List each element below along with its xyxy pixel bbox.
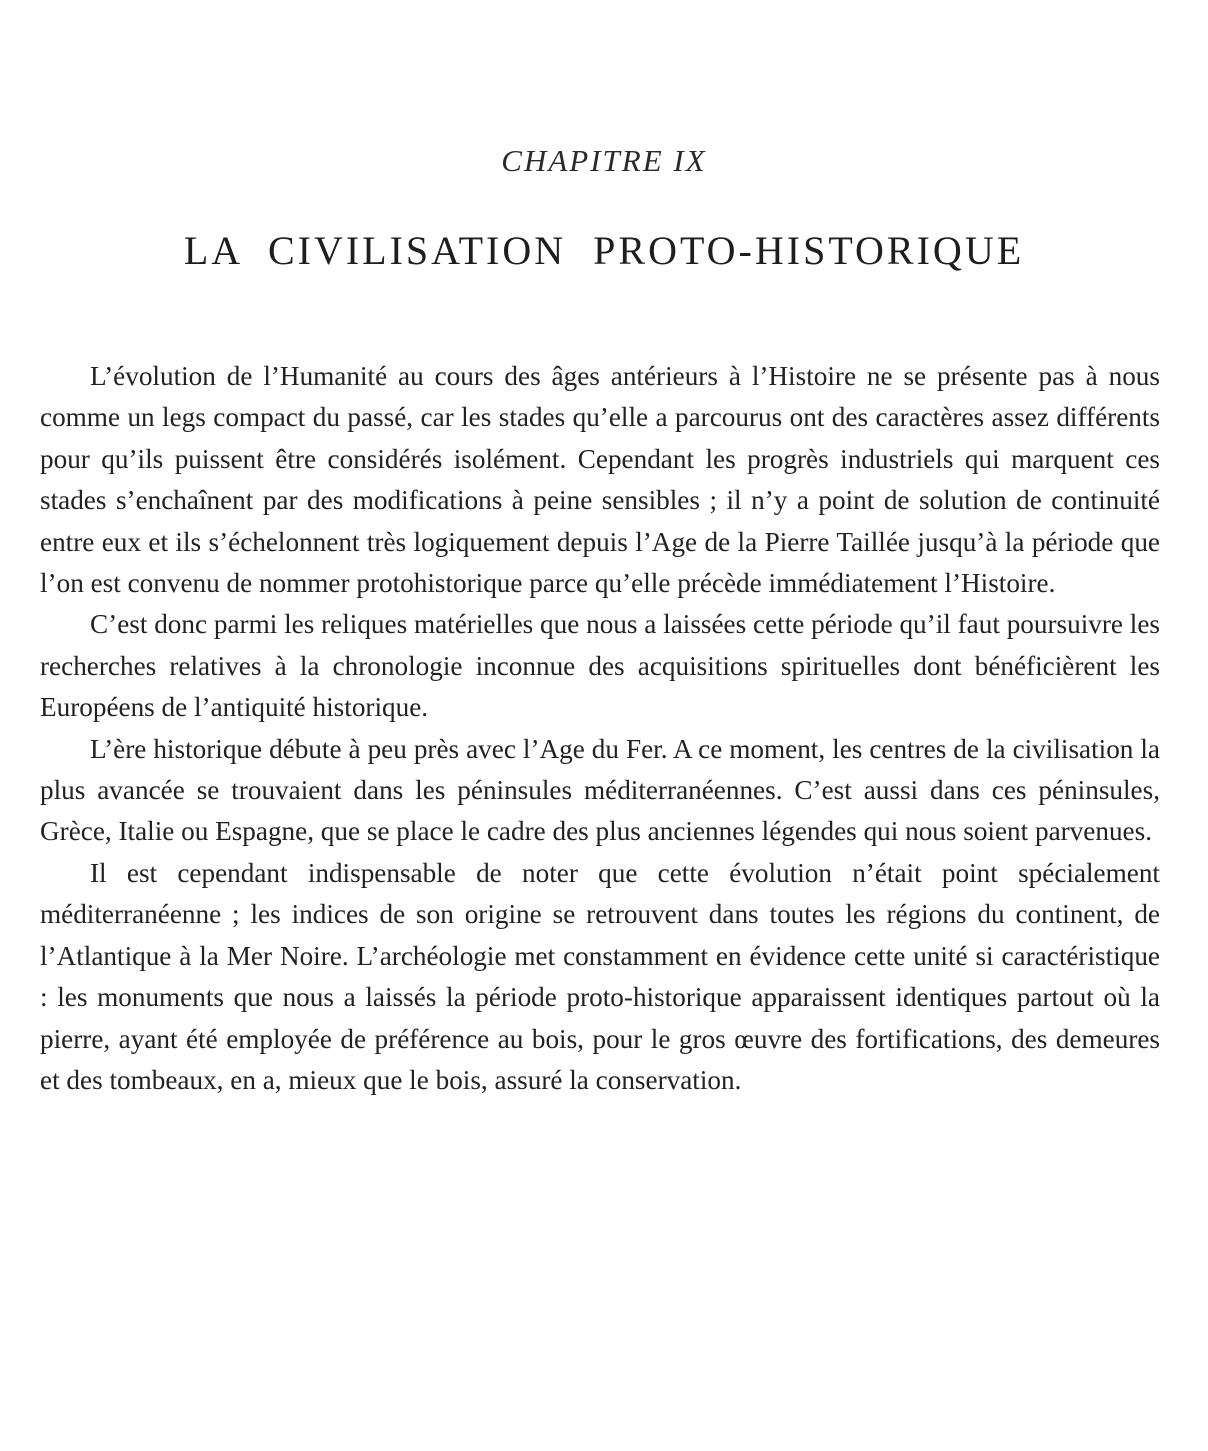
chapter-body [40, 356, 1160, 1101]
chapter-title: LA CIVILISATION PROTO-HISTORIQUE [183, 228, 1025, 273]
paragraph-4: Il est cependant indispensable de noter que cette évolution n’était point spécialement méditerranéenne ; les indices de son origine se retrouvent dans toutes les régions du continent, de l’Atlantique à la Mer Noire. L’archéologie met constamment en évidence cette unité si caractéristique : les monuments que nous a laissés la période proto-historique apparaissent identiques partout où la pierre, ayant été employée de préférence au bois, pour le gros œuvre des fortifications, des demeures et des tombeaux, en a, mieux que le bois, assuré la conservation. [40, 857, 1160, 1095]
paragraph-3: L’ère historique débute à peu près avec l’Age du Fer. A ce moment, les centres de la civilisation la plus avancée se trouvaient dans les péninsules méditerranéennes. C’est aussi dans ces péninsules, Grèce, Italie ou Espagne, que se place le cadre des plus anciennes légendes qui nous soient parvenues. [40, 733, 1160, 847]
paragraph-1: L’évolution de l’Humanité au cours des âges antérieurs à l’Histoire ne se présente pas à nous comme un legs compact du passé, car les stades qu’elle a parcourus ont des caractères assez différents pour qu’ils puissent être considérés isolément. Cependant les progrès industriels qui marquent ces stades s’enchaînent par des modifications à peine sensibles ; il n’y a point de solution de continuité entre eux et ils s’échelonnent très logiquement depuis l’Age de la Pierre Taillée jusqu’à la période que l’on est convenu de nommer protohistorique parce qu’elle précède immédiatement l’Histoire. [40, 361, 1160, 599]
chapter-number: CHAPITRE IX [501, 143, 707, 178]
paragraph-2: C’est donc parmi les reliques matérielles que nous a laissées cette période qu’il faut poursuivre les recherches relatives à la chronologie inconnue des acquisitions spirituelles dont bénéficièrent les Européens de l’antiquité historique. [40, 609, 1160, 723]
